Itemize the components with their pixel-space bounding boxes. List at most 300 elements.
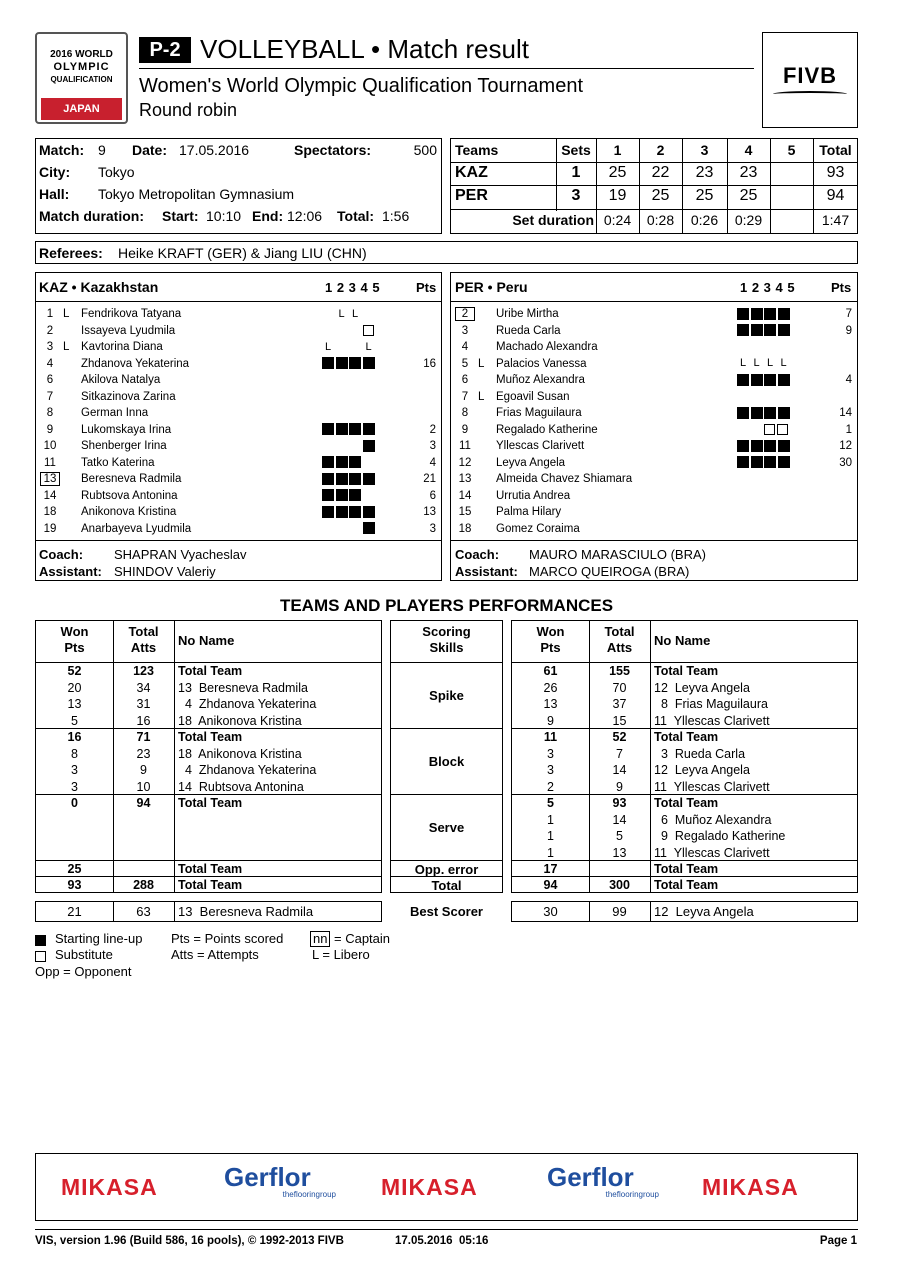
set-participation xyxy=(322,504,412,521)
per-pts-header: Pts xyxy=(831,280,852,295)
player-number: 11 xyxy=(44,456,56,469)
starting-square-icon xyxy=(363,440,375,452)
hall-label: Hall: xyxy=(39,186,70,202)
perf-name: Total Team xyxy=(178,862,243,876)
empty-set-slot xyxy=(349,407,361,419)
perf-name: Total Team xyxy=(654,878,719,892)
per-player-row xyxy=(451,422,857,439)
perf-row xyxy=(512,746,857,763)
player-points: 4 xyxy=(845,374,852,386)
player-points: 14 xyxy=(839,407,852,419)
starting-square-icon xyxy=(737,324,749,336)
empty-set-slot xyxy=(363,456,375,468)
player-name: Yllescas Clarivett xyxy=(496,440,585,452)
set-participation xyxy=(737,438,827,455)
player-name: Zhdanova Yekaterina xyxy=(81,357,190,370)
city-value: Tokyo xyxy=(98,164,135,180)
footer-version: VIS, version 1.96 (Build 586, 16 pools), © 1992-2013 FIVB xyxy=(35,1235,344,1247)
set-participation xyxy=(737,356,827,373)
legend-captain: = Captain xyxy=(334,931,391,946)
player-number: 18 xyxy=(458,522,472,535)
perf-won: 16 xyxy=(67,730,82,744)
empty-set-slot xyxy=(791,440,803,452)
perf-won-header: Won xyxy=(536,624,565,639)
score-header: 5 xyxy=(787,142,796,158)
referees-box xyxy=(35,241,858,264)
start-time: 10:10 xyxy=(206,208,242,224)
perf-atts xyxy=(589,861,650,878)
substitute-square-icon xyxy=(363,325,374,336)
kaz-player-row xyxy=(36,356,441,373)
empty-set-slot xyxy=(764,522,776,534)
starting-square-icon xyxy=(336,423,348,435)
empty-set-slot xyxy=(363,374,375,386)
perf-atts: 14 xyxy=(612,763,627,777)
perf-name: 14 Rubtsova Antonina xyxy=(178,779,304,794)
perf-atts: 288 xyxy=(133,878,154,892)
set-participation xyxy=(322,306,412,323)
empty-set-slot xyxy=(349,440,361,452)
starting-square-icon xyxy=(363,506,375,518)
starting-square-icon xyxy=(751,374,763,386)
empty-set-slot xyxy=(791,522,803,534)
per-player-row xyxy=(451,504,857,521)
starting-square-icon xyxy=(764,308,776,320)
perf-name-header: No Name xyxy=(178,633,235,648)
set-participation xyxy=(322,471,412,488)
empty-set-slot xyxy=(751,522,763,534)
player-name: Palma Hilary xyxy=(496,506,562,518)
perf-atts: 123 xyxy=(133,664,154,678)
perf-won: 17 xyxy=(543,862,558,876)
kaz-player-row xyxy=(36,521,441,538)
libero-set-marker: L xyxy=(753,357,760,370)
kaz-player-row xyxy=(36,422,441,439)
perf-row xyxy=(512,762,857,779)
end-label: End: xyxy=(252,208,284,224)
set-participation xyxy=(737,455,827,472)
perf-left-table xyxy=(35,620,382,893)
logo-japan xyxy=(41,98,122,120)
match-info-box xyxy=(35,138,442,234)
footer-rule xyxy=(35,1229,858,1230)
player-number: 4 xyxy=(461,341,469,353)
perf-won: 52 xyxy=(67,664,82,678)
perf-atts: 9 xyxy=(140,763,147,777)
kaz-roster xyxy=(35,272,442,581)
perf-won: 3 xyxy=(71,779,78,794)
empty-set-slot xyxy=(791,324,803,336)
per-player-row xyxy=(451,521,857,538)
logo-line-2: OLYMPIC xyxy=(53,61,110,73)
player-name: Issayeva Lyudmila xyxy=(81,324,176,337)
perf-row xyxy=(36,845,381,862)
empty-set-slot xyxy=(751,390,763,402)
starting-square-icon xyxy=(764,407,776,419)
libero-marker: L xyxy=(478,357,485,370)
per-coach-label: Coach: xyxy=(455,547,500,562)
per-assistant-label: Assistant: xyxy=(455,564,518,579)
perf-row xyxy=(36,680,381,697)
player-points: 6 xyxy=(429,489,436,502)
perf-name: Total Team xyxy=(654,664,719,678)
set-participation xyxy=(322,339,412,356)
perf-won: 1 xyxy=(547,829,554,843)
perf-atts: 93 xyxy=(612,796,627,810)
legend-captain-box: nn xyxy=(310,931,330,947)
starting-square-icon xyxy=(336,489,348,501)
starting-square-icon xyxy=(349,473,361,485)
empty-set-slot xyxy=(737,423,749,435)
empty-set-slot xyxy=(322,522,334,534)
per-player-row xyxy=(451,389,857,406)
best-skill: Best Scorer xyxy=(410,904,483,919)
player-name: Frias Maguilaura xyxy=(496,407,582,419)
perf-row xyxy=(512,845,857,862)
per-player-row xyxy=(451,455,857,472)
perf-won-header: Won xyxy=(60,624,89,639)
olympic-logo xyxy=(35,32,128,124)
empty-set-slot xyxy=(376,374,388,386)
perf-name: Total Team xyxy=(178,878,243,892)
per-player-row xyxy=(451,405,857,422)
starting-square-icon xyxy=(322,357,334,369)
per-assistant: MARCO QUEIROGA (BRA) xyxy=(529,564,690,579)
gerflor-2-text: Gerflor xyxy=(547,1162,634,1192)
empty-set-slot xyxy=(363,308,375,320)
empty-set-slot xyxy=(322,324,334,336)
perf-won: 26 xyxy=(543,680,558,695)
set-participation xyxy=(737,471,827,488)
score-cell: KAZ xyxy=(455,164,488,181)
empty-set-slot xyxy=(751,473,763,485)
perf-won: 2 xyxy=(547,779,554,794)
starting-square-icon xyxy=(764,440,776,452)
fivb-logo xyxy=(762,32,858,128)
perf-won: 0 xyxy=(71,796,78,810)
perf-name: Total Team xyxy=(178,796,243,810)
score-header: 1 xyxy=(613,142,622,158)
libero-set-marker: L xyxy=(324,340,332,353)
gerflor-2-tag: theflooringroup xyxy=(605,1190,659,1199)
player-name: Machado Alexandra xyxy=(496,341,598,353)
set-duration-cell: 0:29 xyxy=(734,212,763,228)
player-name: Uribe Mirtha xyxy=(496,308,559,320)
perf-atts: 7 xyxy=(616,746,623,761)
perf-atts-header: Atts xyxy=(606,640,633,655)
perf-atts: 9 xyxy=(616,779,623,794)
empty-set-slot xyxy=(349,341,361,353)
player-name: Tatko Katerina xyxy=(81,456,155,469)
total-label: Total: xyxy=(337,208,375,224)
perf-name: 6 Muñoz Alexandra xyxy=(654,812,772,827)
empty-set-slot xyxy=(778,522,790,534)
logo-japan-text: JAPAN xyxy=(63,103,100,115)
empty-set-slot xyxy=(336,390,348,402)
set-participation xyxy=(322,488,412,505)
perf-atts: 13 xyxy=(612,845,627,860)
empty-set-slot xyxy=(349,374,361,386)
empty-set-slot xyxy=(778,473,790,485)
player-number: 3 xyxy=(46,341,54,353)
perf-name: 11 Yllescas Clarivett xyxy=(654,779,770,794)
set-participation xyxy=(737,422,827,439)
player-points: 13 xyxy=(423,506,436,518)
kaz-set-header: 1 2 3 4 5 xyxy=(325,280,380,295)
player-name: German Inna xyxy=(81,407,149,419)
score-header: Teams xyxy=(455,142,499,158)
perf-atts: 37 xyxy=(612,697,627,711)
player-number: 19 xyxy=(43,522,57,535)
starting-square-icon xyxy=(336,506,348,518)
player-number: 11 xyxy=(459,440,471,452)
player-number: 9 xyxy=(461,423,469,436)
player-name: Regalado Katherine xyxy=(496,423,598,436)
empty-set-slot xyxy=(764,489,776,501)
match-label: Match: xyxy=(39,142,85,158)
perf-row xyxy=(36,812,381,829)
perf-won: 9 xyxy=(547,713,554,728)
perf-name: Total Team xyxy=(178,730,243,744)
perf-name: 3 Rueda Carla xyxy=(654,746,746,761)
empty-set-slot xyxy=(791,390,803,402)
score-cell: 23 xyxy=(695,164,714,181)
starting-square-icon xyxy=(322,423,334,435)
kaz-player-row xyxy=(36,455,441,472)
perf-atts: 71 xyxy=(136,730,151,744)
perf-name: Total Team xyxy=(178,664,243,678)
best-left-name: 13 Beresneva Radmila xyxy=(178,904,314,919)
player-name: Rubtsova Antonina xyxy=(81,489,178,502)
player-name: Rueda Carla xyxy=(496,324,561,337)
set-participation xyxy=(322,389,412,406)
perf-atts: 34 xyxy=(136,680,151,695)
empty-set-slot xyxy=(791,374,803,386)
empty-set-slot xyxy=(376,489,388,501)
kaz-assistant-label: Assistant: xyxy=(39,564,102,579)
libero-set-marker: L xyxy=(351,307,359,320)
set-participation xyxy=(737,504,827,521)
best-right-pts: 30 xyxy=(543,904,558,919)
empty-set-slot xyxy=(322,407,334,419)
score-cell: 94 xyxy=(826,187,845,204)
player-points: 16 xyxy=(423,357,436,370)
empty-set-slot xyxy=(322,440,334,452)
starting-square-icon xyxy=(363,357,375,369)
perf-atts: 23 xyxy=(136,746,151,761)
set-participation xyxy=(322,356,412,373)
kaz-player-row xyxy=(36,471,441,488)
perf-won: 3 xyxy=(71,763,78,777)
set-participation xyxy=(322,438,412,455)
score-header: Total xyxy=(819,142,852,158)
set-participation xyxy=(322,405,412,422)
perf-pts-header: Pts xyxy=(540,640,561,655)
total-time: 1:56 xyxy=(382,208,410,224)
set-participation xyxy=(737,306,827,323)
player-points: 30 xyxy=(839,456,852,469)
player-number: 12 xyxy=(458,456,472,469)
kaz-player-row xyxy=(36,339,441,356)
perf-pts-header: Pts xyxy=(64,640,85,655)
per-roster xyxy=(450,272,858,581)
player-name: Egoavil Susan xyxy=(496,390,570,403)
set-participation xyxy=(322,323,412,340)
starting-square-icon xyxy=(778,440,790,452)
referees-label: Referees: xyxy=(39,245,103,261)
score-cell: PER xyxy=(455,187,488,204)
score-header: Sets xyxy=(561,142,591,158)
player-number: 5 xyxy=(461,357,469,370)
logo-line-1: 2016 WORLD xyxy=(50,49,113,60)
gerflor-1-text: Gerflor xyxy=(224,1162,311,1192)
empty-set-slot xyxy=(376,440,388,452)
empty-set-slot xyxy=(349,522,361,534)
perf-row-total xyxy=(36,877,381,894)
player-name: Beresneva Radmila xyxy=(81,473,182,485)
kaz-pts-header: Pts xyxy=(416,280,437,295)
score-cell: 25 xyxy=(651,187,670,204)
perf-won xyxy=(36,828,113,845)
perf-row xyxy=(512,779,857,796)
legend-atts: Atts = Attempts xyxy=(171,947,259,962)
skill-name: Opp. error xyxy=(414,862,479,877)
perf-won: 5 xyxy=(71,713,78,728)
kaz-player-row xyxy=(36,438,441,455)
empty-set-slot xyxy=(737,341,749,353)
set-participation xyxy=(737,389,827,406)
perf-atts: 31 xyxy=(136,697,151,711)
empty-set-slot xyxy=(791,341,803,353)
player-number: 4 xyxy=(46,357,54,370)
empty-set-slot xyxy=(737,473,749,485)
starting-square-icon xyxy=(764,324,776,336)
per-player-row xyxy=(451,372,857,389)
empty-set-slot xyxy=(336,324,348,336)
starting-square-icon xyxy=(349,423,361,435)
starting-square-icon xyxy=(349,357,361,369)
player-points: 3 xyxy=(429,522,436,535)
player-number: 1 xyxy=(46,308,54,320)
starting-square-icon xyxy=(778,308,790,320)
skill-name: Total xyxy=(431,878,462,893)
perf-row xyxy=(36,746,381,763)
kaz-assistant: SHINDOV Valeriy xyxy=(114,564,216,579)
empty-set-slot xyxy=(336,522,348,534)
kaz-player-row xyxy=(36,306,441,323)
empty-set-slot xyxy=(336,341,348,353)
perf-name: 12 Leyva Angela xyxy=(654,763,750,777)
libero-set-marker: L xyxy=(365,340,372,353)
per-set-header: 1 2 3 4 5 xyxy=(740,280,795,295)
perf-right-table xyxy=(511,620,858,893)
player-number: 14 xyxy=(458,489,472,502)
best-left xyxy=(35,901,382,922)
perf-row-total xyxy=(512,877,857,894)
perf-atts-header: Atts xyxy=(130,640,157,655)
player-name: Shenberger Irina xyxy=(81,440,167,452)
per-player-row xyxy=(451,438,857,455)
empty-set-slot xyxy=(322,308,334,320)
score-cell: 25 xyxy=(608,164,627,181)
starting-square-icon xyxy=(363,522,375,534)
kaz-player-row xyxy=(36,504,441,521)
player-number: 6 xyxy=(461,374,469,386)
end-time: 12:06 xyxy=(287,208,323,224)
perf-row-opp_error xyxy=(512,861,857,878)
starting-square-icon xyxy=(778,456,790,468)
per-player-row xyxy=(451,471,857,488)
empty-set-slot xyxy=(791,506,803,518)
best-right-name: 12 Leyva Angela xyxy=(654,904,754,919)
starting-square-icon xyxy=(764,374,776,386)
score-cell: 93 xyxy=(826,164,845,181)
match-date: 17.05.2016 xyxy=(179,142,250,158)
gerflor-1-tag: theflooringroup xyxy=(282,1190,336,1199)
empty-set-slot xyxy=(375,324,387,336)
perf-name: 8 Frias Maguilaura xyxy=(654,697,768,711)
starting-square-icon xyxy=(751,407,763,419)
tournament-name: Women's World Olympic Qualification Tournament xyxy=(139,75,583,97)
player-number: 13 xyxy=(458,473,472,485)
libero-set-marker: L xyxy=(338,307,345,320)
footer-printed: 17.05.2016 05:16 xyxy=(395,1235,489,1247)
per-player-row xyxy=(451,339,857,356)
skills-header: Scoring xyxy=(422,624,471,639)
libero-set-marker: L xyxy=(766,357,774,370)
set-duration-label: Set duration xyxy=(512,212,594,228)
player-name: Anarbayeva Lyudmila xyxy=(81,522,192,535)
empty-set-slot xyxy=(376,357,388,369)
fivb-text: FIVB xyxy=(782,63,838,88)
perf-name: 11 Yllescas Clarivett xyxy=(654,713,770,728)
starting-square-icon xyxy=(778,324,790,336)
perf-atts: 52 xyxy=(612,730,627,744)
empty-set-slot xyxy=(764,390,776,402)
perf-atts xyxy=(113,812,174,829)
starting-square-icon xyxy=(778,407,790,419)
starting-square-icon xyxy=(363,473,375,485)
player-number: 13 xyxy=(40,472,60,486)
substitute-square-icon xyxy=(777,424,788,435)
perf-won: 1 xyxy=(547,845,554,860)
page-title: VOLLEYBALL • Match result xyxy=(200,34,529,64)
spectators-count: 500 xyxy=(413,142,437,158)
perf-won: 20 xyxy=(67,680,82,695)
empty-set-slot xyxy=(737,522,749,534)
empty-set-slot xyxy=(751,341,763,353)
perf-won: 13 xyxy=(67,697,82,711)
kaz-player-row xyxy=(36,405,441,422)
empty-set-slot xyxy=(778,390,790,402)
empty-set-slot xyxy=(764,506,776,518)
starting-square-icon xyxy=(737,456,749,468)
perf-atts xyxy=(113,845,174,862)
set-participation xyxy=(737,488,827,505)
perf-atts xyxy=(113,861,174,878)
player-points: 2 xyxy=(429,423,436,436)
score-cell: 25 xyxy=(695,187,714,204)
legend-substitute-icon xyxy=(35,951,46,962)
player-points: 7 xyxy=(845,308,852,320)
player-number: 7 xyxy=(461,390,469,403)
empty-set-slot xyxy=(791,489,803,501)
skills-header: Skills xyxy=(429,640,464,655)
performances-title: TEAMS AND PLAYERS PERFORMANCES xyxy=(279,596,614,615)
empty-set-slot xyxy=(737,390,749,402)
empty-set-slot xyxy=(778,506,790,518)
perf-atts: 300 xyxy=(609,878,630,892)
